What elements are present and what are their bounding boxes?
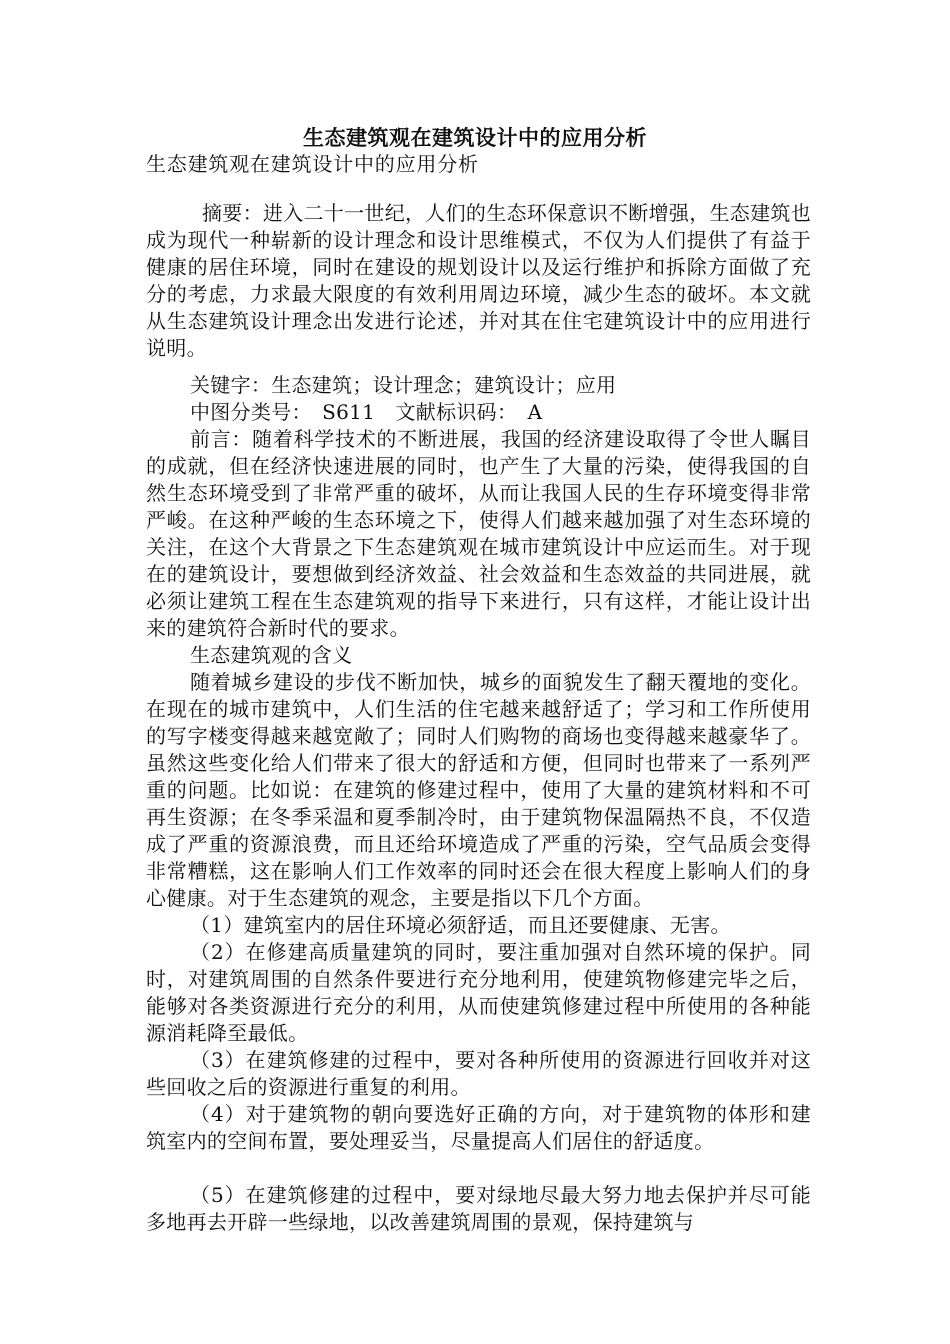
list-item-3: （3）在建筑修建的过程中，要对各种所使用的资源进行回收并对这些回收之后的资源进行重复的利用。 [146, 1048, 811, 1099]
main-text-section [146, 372, 811, 1236]
list-item-2: （2）在修建高质量建筑的同时，要注重加强对自然环境的保护。同时，对建筑周围的自然条件要进行充分地利用，使建筑物修建完毕之后，能够对各类资源进行充分的利用，从而使建筑修建过程中所使用的各种能源消耗降至最低。 [146, 940, 811, 1045]
preface-paragraph: 前言：随着科学技术的不断进展，我国的经济建设取得了令世人瞩目的成就，但在经济快速进展的同时，也产生了大量的污染，使得我国的自然生态环境受到了非常严重的破坏，从而让我国人民的生存环境变得非常严峻。在这种严峻的生态环境之下，使得人们越来越加强了对生态环境的关注，在这个大背景之下生态建筑观在城市建筑设计中应运而生。对于现在的建筑设计，要想做到经济效益、社会效益和生态效益的共同进展，就必须让建筑工程在生态建筑观的指导下来进行，只有这样，才能让设计出来的建筑符合新时代的要求。 [146, 427, 811, 640]
document-subtitle: 生态建筑观在建筑设计中的应用分析 [146, 152, 479, 176]
list-item-5: （5）在建筑修建的过程中，要对绿地尽最大努力地去保护并尽可能多地再去开辟一些绿地，以改善建筑周围的景观，保持建筑与 [146, 1183, 811, 1234]
keywords-line: 关键字：生态建筑；设计理念；建筑设计；应用 [190, 373, 617, 397]
classification-line: 中图分类号： S611 文献标识码： A [190, 400, 543, 424]
abstract-section [146, 200, 811, 362]
list-item-4: （4）对于建筑物的朝向要选好正确的方向，对于建筑物的体形和建筑室内的空间布置，要处理妥当，尽量提高人们居住的舒适度。 [146, 1102, 811, 1153]
paragraph-gap [146, 1155, 811, 1182]
abstract-paragraph: 摘要：进入二十一世纪，人们的生态环保意识不断增强，生态建筑也成为现代一种崭新的设计理念和设计思维模式，不仅为人们提供了有益于健康的居住环境，同时在建设的规划设计以及运行维护和拆除方面做了充分的考虑，力求最大限度的有效利用周边环境，减少生态的破坏。本文就从生态建筑设计理念出发进行论述，并对其在住宅建筑设计中的应用进行说明。 [146, 201, 811, 360]
document-title: 生态建筑观在建筑设计中的应用分析 [303, 125, 647, 150]
body-paragraph: 随着城乡建设的步伐不断加快，城乡的面貌发生了翻天覆地的变化。在现在的城市建筑中，人们生活的住宅越来越舒适了；学习和工作所使用的写字楼变得越来越宽敞了；同时人们购物的商场也变得越来越豪华了。虽然这些变化给人们带来了很大的舒适和方便，但同时也带来了一系列严重的问题。比如说：在建筑的修建过程中，使用了大量的建筑材料和不可再生资源；在冬季采温和夏季制冷时，由于建筑物保温隔热不良，不仅造成了严重的资源浪费，而且还给环境造成了严重的污染，空气品质会变得非常糟糕，这在影响人们工作效率的同时还会在很大程度上影响人们的身心健康。对于生态建筑的观念，主要是指以下几个方面。 [146, 670, 811, 910]
list-item-1: （1）建筑室内的居住环境必须舒适，而且还要健康、无害。 [190, 913, 731, 937]
section-heading: 生态建筑观的含义 [190, 643, 353, 667]
